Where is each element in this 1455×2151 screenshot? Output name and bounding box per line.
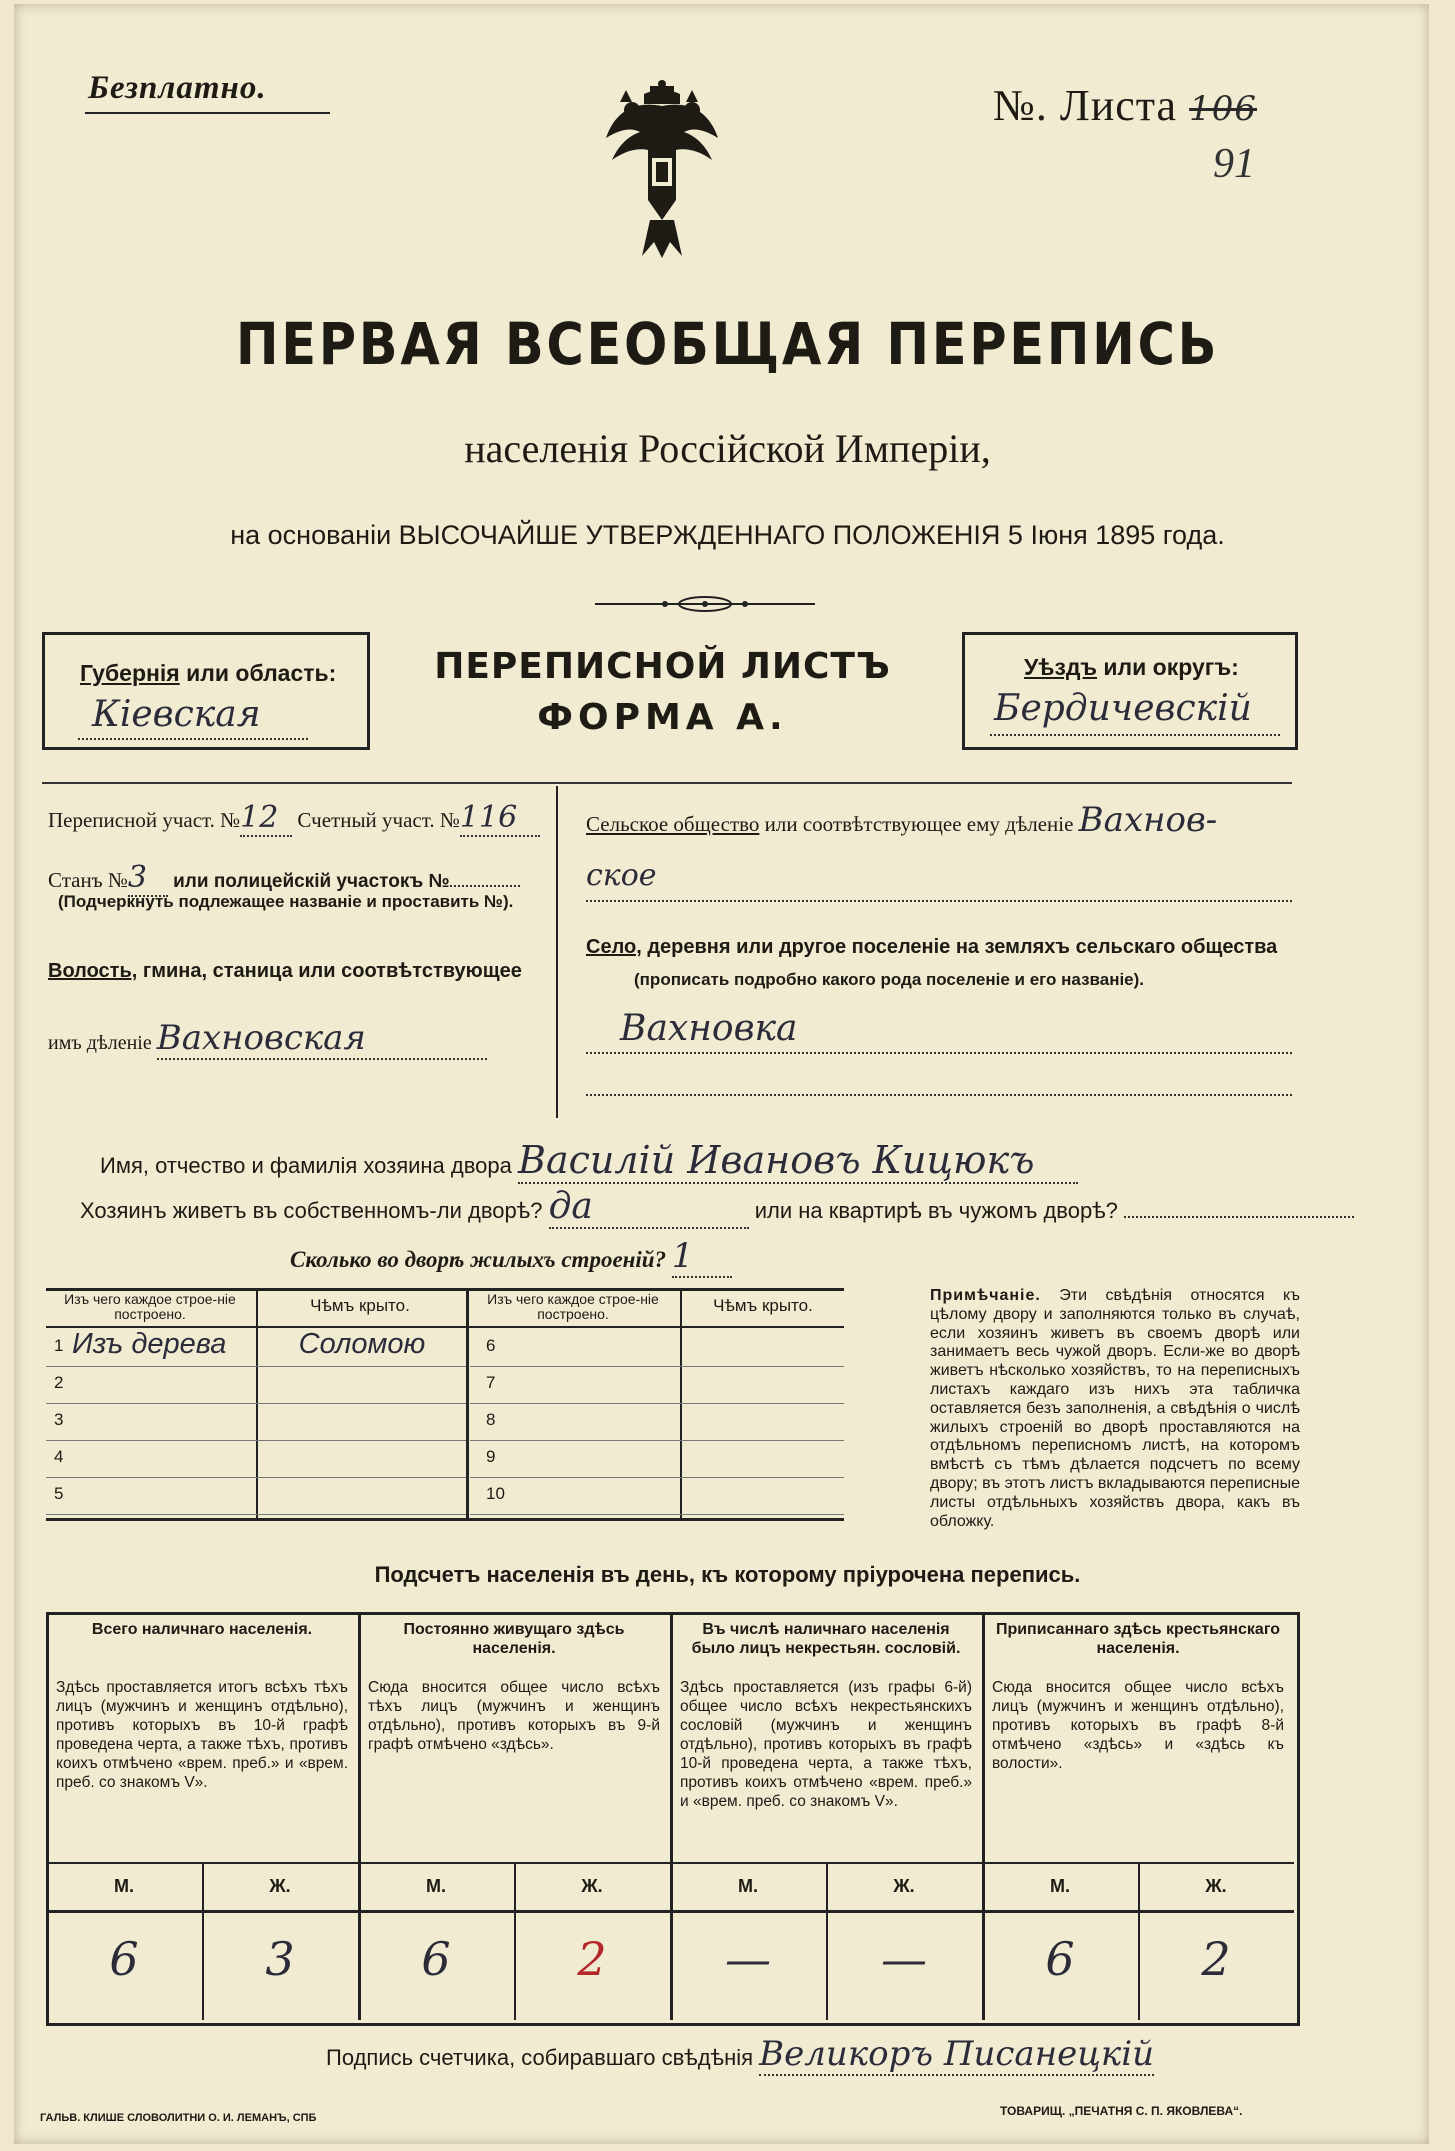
free-of-charge-label: Безплатно.: [88, 70, 267, 106]
rural-label-underlined: Сельское общество: [586, 812, 760, 836]
female-label: Ж.: [269, 1876, 291, 1896]
gubernia-value-line: [78, 738, 308, 740]
female-count: 2: [577, 1932, 607, 1986]
rural-value-2: ское: [586, 858, 657, 893]
census-district-label: Переписной участ. №: [48, 808, 241, 832]
note: [930, 1287, 1300, 1531]
population-heading: Подсчетъ населенія въ день, къ которому пріурочена перепись.: [374, 1562, 1081, 1587]
col-roof-header-left: Чѣмъ крыто.: [310, 1296, 410, 1315]
middle-section-divider: [556, 786, 558, 1118]
divider-ornament-icon: [595, 592, 815, 616]
row-number: 2: [54, 1373, 64, 1392]
male-label: М.: [1050, 1876, 1070, 1896]
printer-left: ГАЛЬВ. КЛИШЕ СЛОВОЛИТНИ О. И. ЛЕМАНЪ, СПБ: [40, 2112, 317, 2124]
owner-name-label: Имя, отчество и фамилія хозяина двора: [100, 1153, 512, 1178]
sheet-number: [993, 80, 1257, 131]
population-col-head: Всего наличнаго населенія.: [91, 1621, 313, 1638]
division-row: [48, 1018, 487, 1060]
rural-value-line: [586, 900, 1292, 902]
document-subtitle: населенія Россійской Имперіи,: [464, 426, 991, 471]
census-district-row: [48, 800, 540, 837]
uezd-label-rest: или округъ:: [1096, 654, 1239, 680]
female-label: Ж.: [581, 1876, 603, 1896]
census-district-value: 12: [240, 800, 292, 837]
police-value-line: [450, 885, 520, 887]
note-head: Примѣчаніе.: [930, 1287, 1041, 1304]
form-title: [370, 646, 955, 738]
owner-name-value: Василій Ивановъ Кицюкъ: [518, 1138, 1078, 1184]
uezd-label-underlined: Уѣздъ: [1024, 654, 1097, 680]
row-number: 10: [486, 1484, 505, 1503]
col-roof-header-right: Чѣмъ крыто.: [713, 1296, 813, 1315]
population-col-head: Приписаннаго здѣсь крестьянскаго населенія.: [995, 1621, 1281, 1657]
police-label: или полицейскій участокъ №: [173, 871, 450, 892]
population-col-head: Постоянно живущаго здѣсь населенія.: [403, 1621, 625, 1657]
col-material-header-left: Изъ чего каждое строе-ніе построено.: [64, 1291, 236, 1322]
volost-label-rest: гмина, станица или соотвѣтствующее: [137, 960, 522, 982]
owner-name-row: [100, 1138, 1078, 1184]
gubernia-label: [80, 660, 336, 687]
village-hint: (прописать подробно какого рода поселеніе и его названіе).: [634, 970, 1145, 989]
double-headed-eagle-emblem-icon: [592, 80, 732, 260]
stan-value: 3: [128, 860, 168, 897]
uezd-value-line: [990, 734, 1280, 736]
division-label: имъ дѣленіе: [48, 1032, 152, 1054]
form-title-line2: ФОРМА А.: [537, 697, 788, 738]
middle-section-top-rule: [42, 782, 1292, 784]
gubernia-value: Кіевская: [92, 694, 261, 735]
population-col-head: Въ числѣ наличнаго населенія было лицъ некрестьян. сословій.: [691, 1621, 961, 1657]
row-number: 5: [54, 1484, 64, 1503]
signature-row: [326, 2034, 1154, 2076]
population-col-body: Сюда вносится общее число всѣхъ лицъ (мужчинъ и женщинъ отдѣльно), противъ которыхъ въ графѣ 8-й отмѣчено «здѣсь» и «здѣсь къ волости».: [992, 1679, 1284, 1772]
row-number: 7: [486, 1373, 496, 1392]
owner-own-label: Хозяинъ живетъ въ собственномъ-ли дворѣ?: [80, 1198, 543, 1223]
sheet-number-label: №. Листа: [992, 81, 1178, 130]
owner-rent-value-line: [1124, 1216, 1354, 1218]
buildings-label: Сколько во дворѣ жилыхъ строеній?: [290, 1247, 667, 1272]
form-title-line1: ПЕРЕПИСНОЙ ЛИСТЪ: [434, 646, 891, 687]
note-text: Эти свѣдѣнія относятся къ цѣлому двору и заполняются только въ случаѣ, если хозяинъ живетъ въ своемъ дворѣ или занимаетъ весь чужой дворъ. Если-же во дворѣ живетъ нѣсколько хозяйствъ, то на переписныхъ листахъ каждаго изъ нихъ эта табличка оставляется безъ заполненія, а свѣдѣнія о числѣ жилыхъ строеній во дворѣ проставляются на отдѣльномъ переписномъ листѣ, на которомъ вмѣстѣ съ тѣмъ дѣлается подсчетъ по всему двору; въ этотъ листъ вкладываются переписные листы отдѣльныхъ хозяйствъ двора, какъ въ обложку.: [930, 1287, 1300, 1530]
female-label: Ж.: [1205, 1876, 1227, 1896]
population-col-body: Сюда вносится общее число всѣхъ тѣхъ лицъ (мужчинъ и женщинъ отдѣльно), противъ которыхъ въ 9-й графѣ отмѣчено «здѣсь».: [368, 1679, 660, 1753]
division-value: Вахновская: [157, 1018, 487, 1060]
sheet-number-secondary: 91: [1213, 141, 1255, 187]
population-col-body: Здѣсь проставляется итогъ всѣхъ тѣхъ лицъ (мужчинъ и женщинъ отдѣльно), противъ которыхъ въ 10-й графѣ проведена черта, а также тѣхъ, противъ коихъ отмѣчено «врем. преб.» и «врем. преб. со знакомъ V».: [56, 1679, 348, 1791]
row-number: 8: [486, 1410, 496, 1429]
sheet-number-value: 106: [1189, 89, 1257, 129]
female-label: Ж.: [893, 1876, 915, 1896]
village-value: Вахновка: [620, 1008, 798, 1049]
owner-own-value: да: [549, 1186, 749, 1229]
signature-label: Подпись счетчика, собиравшаго свѣдѣнія: [326, 2045, 754, 2070]
col-material-header-right: Изъ чего каждое строе-ніе построено.: [487, 1291, 659, 1322]
row-number: 6: [486, 1336, 496, 1355]
document-title: ПЕРВАЯ ВСЕОБЩАЯ ПЕРЕПИСЬ: [235, 310, 1220, 378]
row-number: 1: [54, 1336, 64, 1355]
printer-right: ТОВАРИЩ. „ПЕЧАТНЯ С. П. ЯКОВЛЕВА“.: [1000, 2104, 1243, 2118]
village-row: [586, 936, 1277, 959]
decree-line: на основаніи ВЫСОЧАЙШЕ УТВЕРЖДЕННАГО ПОЛОЖЕНІЯ 5 Іюня 1895 года.: [230, 520, 1225, 550]
stan-label: Станъ №: [48, 868, 128, 892]
uezd-value: Бердичевскій: [994, 688, 1252, 729]
count-district-label: Счетный участ. №: [297, 808, 460, 832]
free-underline: [85, 112, 330, 114]
female-count: 2: [1201, 1932, 1231, 1986]
owner-own-row: [80, 1186, 1354, 1229]
row-number: 9: [486, 1447, 496, 1466]
gubernia-label-rest: или область:: [179, 660, 337, 686]
male-count: 6: [421, 1932, 451, 1986]
female-count: 3: [265, 1932, 295, 1986]
village-value-line-2: [586, 1094, 1292, 1096]
volost-label-underlined: Волость,: [48, 960, 138, 982]
uezd-label: [1024, 654, 1239, 681]
village-value-line: [586, 1052, 1292, 1054]
buildings-row: [290, 1236, 732, 1278]
rural-value-1: Вахнов-: [1078, 800, 1218, 840]
row-number: 3: [54, 1410, 64, 1429]
owner-rent-label: или на квартирѣ въ чужомъ дворѣ?: [754, 1198, 1118, 1223]
population-col-body: Здѣсь проставляется (изъ графы 6-й) общее число всѣхъ некрестьянскихъ сословій (мужчинъ и женщинъ отдѣльно), противъ которыхъ въ графѣ 10-й проведена черта, а также тѣхъ, противъ коихъ отмѣчено «врем. преб.» и «врем. преб. со знакомъ V».: [680, 1679, 972, 1810]
gubernia-label-underlined: Губернія: [80, 660, 180, 686]
village-label-rest: деревня или другое поселеніе на земляхъ сельскаго общества: [641, 936, 1278, 958]
signature-value: Великоръ Писанецкій: [759, 2034, 1155, 2074]
stan-hint: (Подчеркнуть подлежащее названіе и проставить №).: [58, 892, 514, 911]
rural-row: [586, 800, 1217, 840]
volost-row: [48, 960, 522, 983]
buildings-value: 1: [672, 1236, 732, 1278]
male-label: М.: [426, 1876, 446, 1896]
village-label-underlined: Село,: [586, 936, 642, 958]
male-label: М.: [114, 1876, 134, 1896]
female-count: —: [881, 1932, 927, 1986]
row-material: Изъ дерева: [72, 1328, 227, 1360]
count-district-value: 116: [460, 800, 540, 837]
row-roof: Соломою: [298, 1328, 426, 1360]
row-number: 4: [54, 1447, 64, 1466]
male-count: 6: [109, 1932, 139, 1986]
male-label: М.: [738, 1876, 758, 1896]
rural-label-rest: или соотвѣтствующее ему дѣленіе: [759, 812, 1074, 836]
male-count: —: [725, 1932, 771, 1986]
male-count: 6: [1045, 1932, 1075, 1986]
